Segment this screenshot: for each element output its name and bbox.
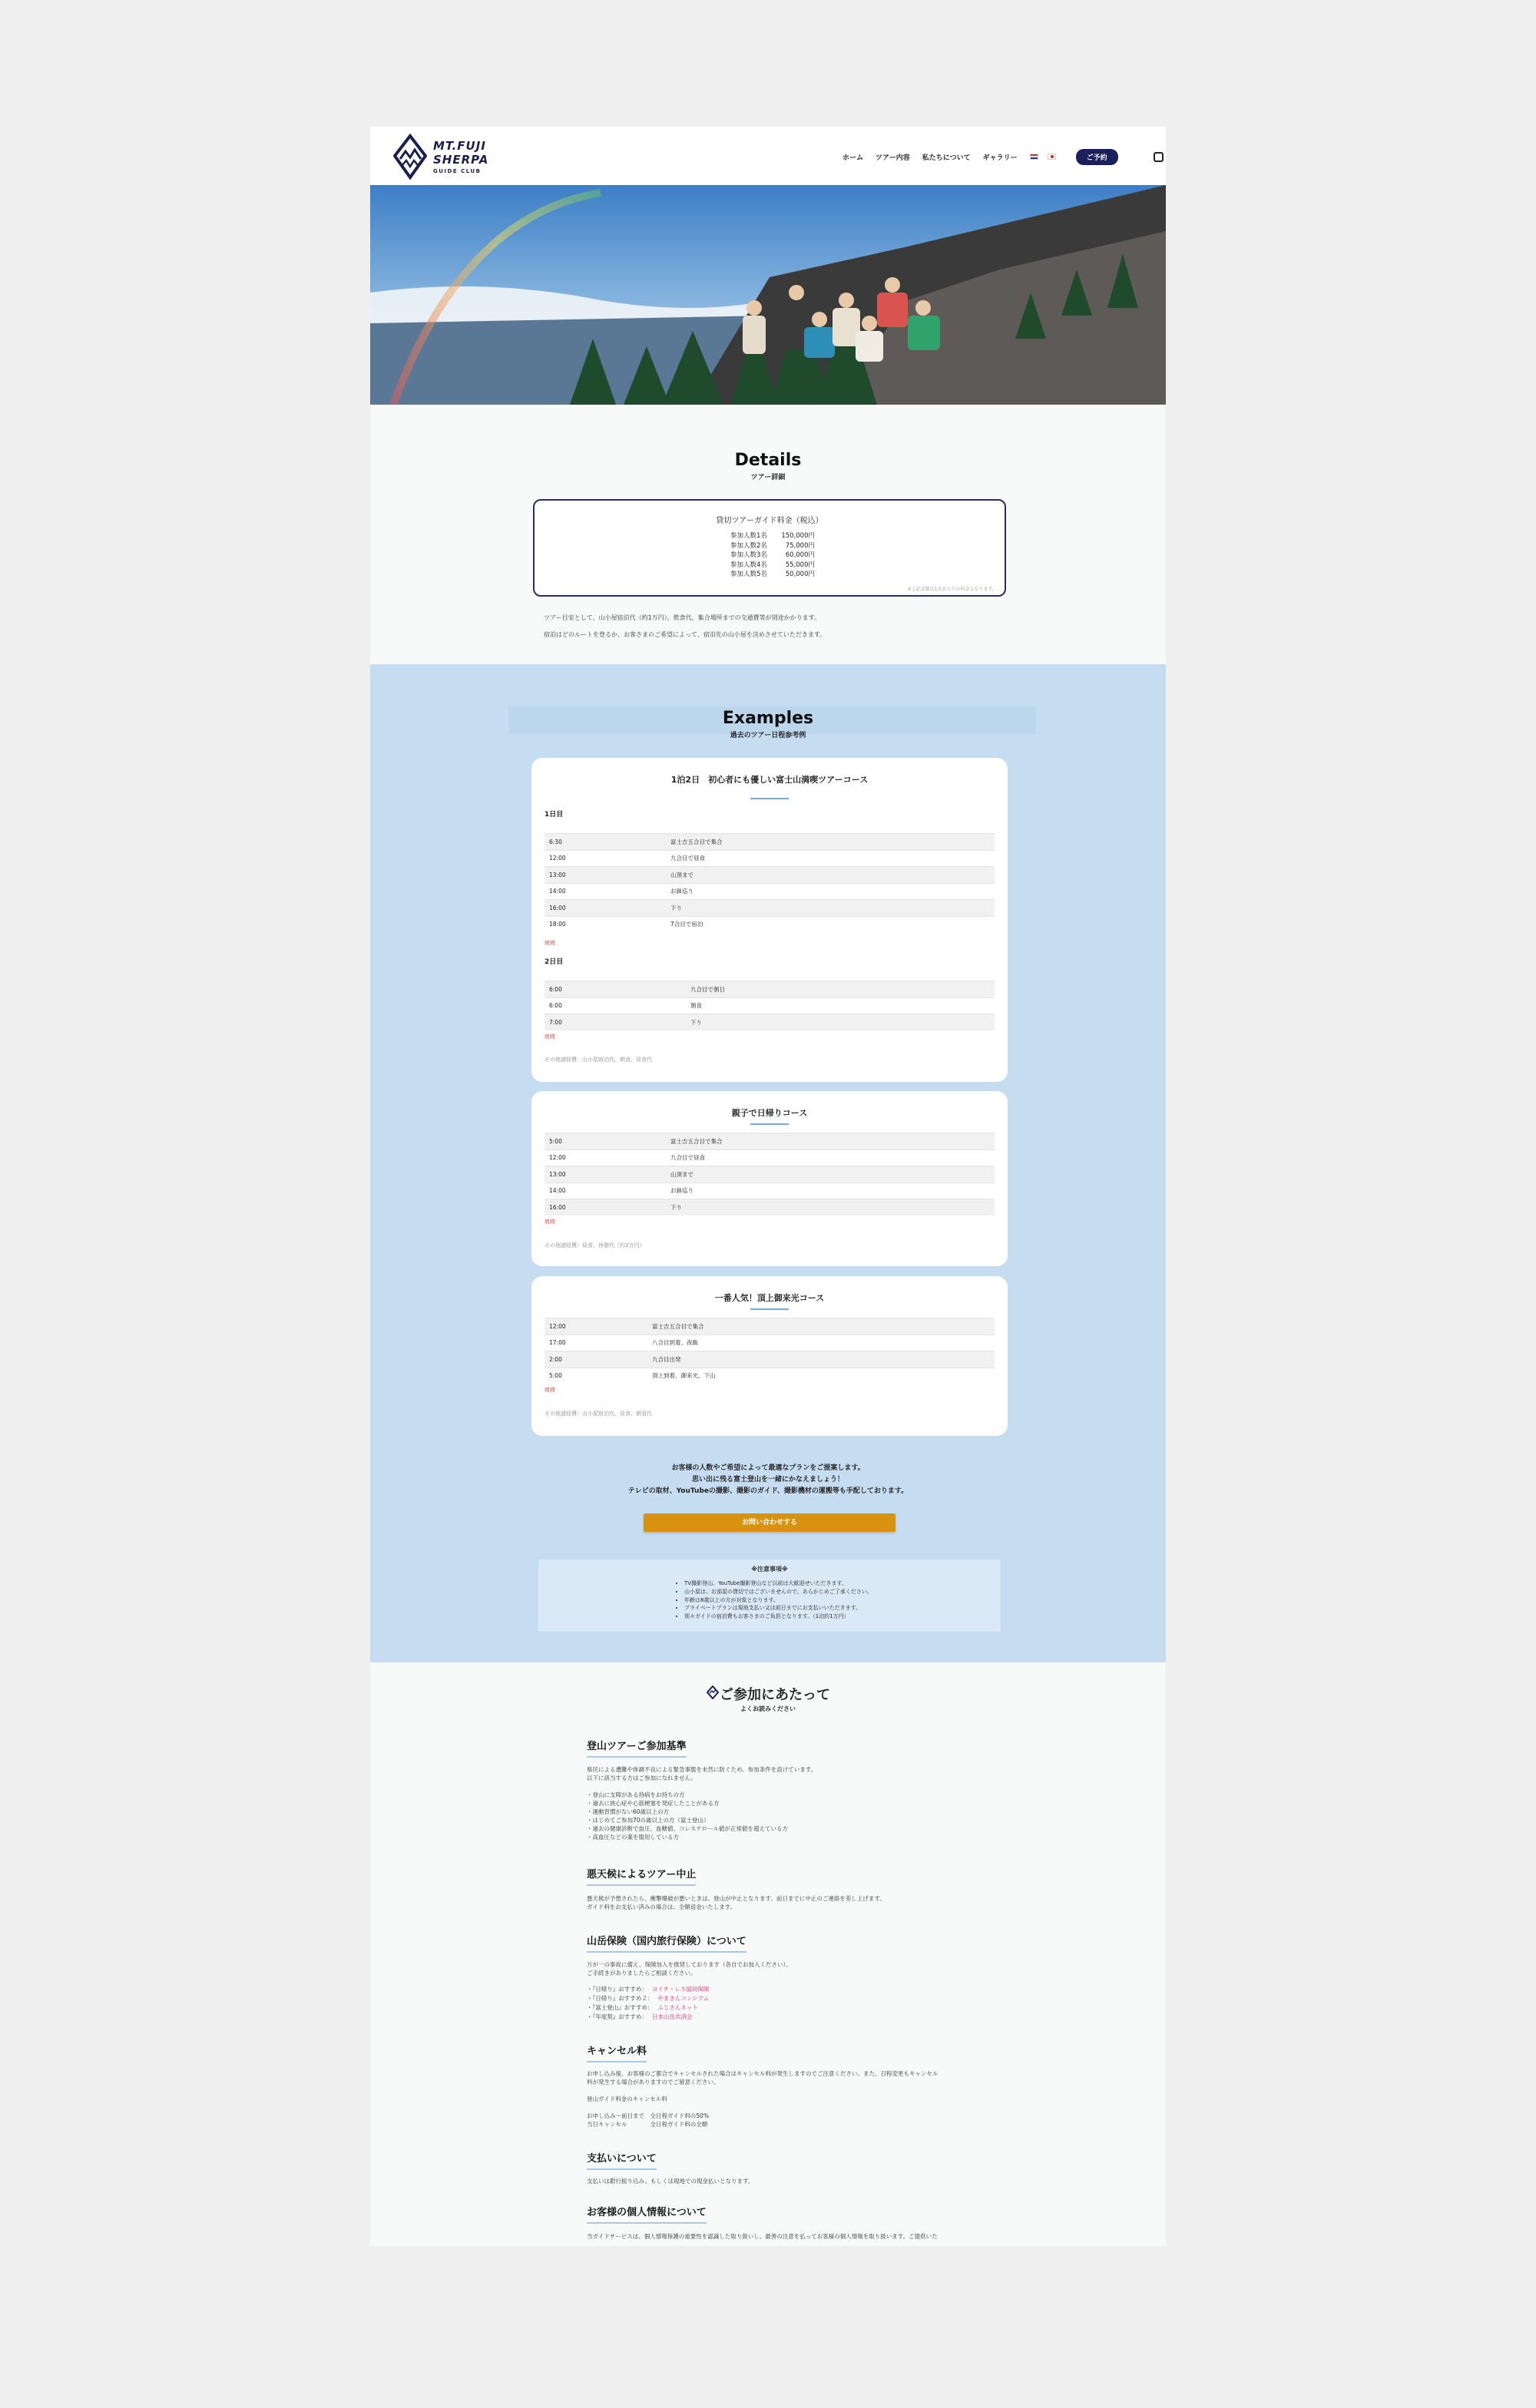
promo-line: テレビの取材、YouTubeの撮影、撮影のガイド、撮影機材の運搬等も手配しております。 — [627, 1487, 909, 1495]
contact-button[interactable]: お問い合わせする — [644, 1513, 895, 1532]
line-icon[interactable] — [1154, 152, 1164, 162]
table-row: 12:00 富士吉五合目で集合 — [545, 1318, 995, 1335]
cost-note: その他諸経費：昼食、休憩代（約2万円） — [545, 1242, 645, 1249]
course-underline — [750, 1123, 789, 1125]
table-row: 16:00 下り — [545, 899, 995, 916]
table-row: 13:00 山頂まで — [545, 866, 995, 883]
insurance-item: ・『日帰り』おすすめ２： やまきんコンシアム — [587, 1995, 710, 2002]
nav-gallery[interactable]: ギャラリー — [982, 154, 1018, 162]
schedule-table — [545, 1318, 995, 1384]
nav-tour[interactable]: ツアー内容 — [876, 154, 910, 162]
site-header — [370, 127, 1166, 185]
table-row: 16:00 下り — [545, 1199, 995, 1216]
course-title: 一番人気！頂上御来光コース — [714, 1293, 825, 1303]
table-row: 6:00 朝食 — [545, 997, 995, 1014]
insurance-link[interactable]: 日本山岳共済会 — [651, 2013, 693, 2020]
promo-line: お客様の人数やご希望によって最適なプランをご提案します。 — [671, 1464, 865, 1472]
insurance-link[interactable]: ふじさんネット — [657, 2004, 698, 2011]
section-heading: お客様の個人情報について — [587, 2204, 707, 2224]
main-nav — [842, 148, 1166, 165]
examples-title: Examples — [722, 709, 814, 728]
price-list — [730, 531, 815, 580]
schedule-table — [545, 1133, 995, 1216]
site-logo[interactable] — [393, 133, 501, 180]
logo-text-line3: GUIDE CLUB — [433, 168, 482, 174]
insurance-item: ・『日帰り』おすすめ： ヨイチ・レス協同保険 — [587, 1986, 710, 1993]
schedule-foot: 就寝 — [545, 940, 555, 946]
table-row: 17:00 八合目到着、夜飯 — [545, 1335, 995, 1351]
participation-subtitle: よくお読みください — [740, 1705, 796, 1712]
list-item: • 年齢は8歳以上の方が対象となります。 — [684, 1596, 872, 1605]
details-title: Details — [734, 451, 802, 470]
day-label: 1日目 — [545, 811, 564, 819]
table-row: 7:00 下り — [545, 1014, 995, 1030]
list-item: • プライベートプランは現地支払い又は前日までにお支払いいただきます。 — [684, 1604, 872, 1612]
table-row: 14:00 お鉢巡り — [545, 883, 995, 900]
section-body: 支払いは銀行振り込み、もしくは現地での現金払いとなります。 — [587, 2178, 754, 2185]
price-row: 参加人数2名 75,000円 — [730, 541, 815, 550]
english-flag-icon[interactable] — [1030, 154, 1038, 160]
page — [370, 127, 1166, 2246]
table-row: 5:00 頂上到着、御来光、下山 — [545, 1368, 995, 1384]
section-heading: キャンセル料 — [587, 2043, 647, 2062]
details-subtitle: ツアー詳細 — [750, 474, 786, 481]
schedule-foot: 就寝 — [545, 1034, 555, 1040]
price-row: 参加人数5名 50,000円 — [730, 571, 815, 578]
day-label: 2日目 — [545, 958, 564, 966]
participation-title: ご参加にあたって — [720, 1687, 830, 1703]
price-note: ※上記金額は1名あたりの料金となります。 — [907, 587, 997, 592]
price-row: 参加人数3名 60,000円 — [730, 551, 815, 559]
diamond-icon — [707, 1685, 719, 1699]
cost-note: その他諸経費：山小屋宿泊代、朝食、昼食代 — [545, 1057, 652, 1063]
insurance-link[interactable]: ヨイチ・レス協同保険 — [651, 1986, 710, 1993]
schedule-foot: 就寝 — [545, 1219, 555, 1225]
section-heading: 支払いについて — [587, 2150, 657, 2170]
table-row: 18:00 7合目で宿泊 — [545, 916, 995, 933]
logo-text-line2: SHERPA — [433, 153, 489, 167]
table-row: 12:00 九合目で昼食 — [545, 1149, 995, 1166]
logo-text-line1: MT.FUJI — [433, 139, 486, 153]
list-item: • TV撮影登山、YouTube撮影登山など以前は大歓迎せいただきます。 — [684, 1579, 872, 1588]
course-title: 親子で日帰りコース — [731, 1108, 808, 1118]
table-row: 12:00 九合目で昼食 — [545, 850, 995, 867]
insurance-item: ・『年度契』おすすめ： 日本山岳共済会 — [587, 2013, 693, 2020]
schedule-foot: 就寝 — [545, 1387, 555, 1393]
table-row: 5:00 富士吉五合目で集合 — [545, 1133, 995, 1149]
reserve-button[interactable]: ご予約 — [1076, 149, 1118, 165]
course-card-1 — [531, 758, 1008, 1082]
section-body: 当ガイドサービスは、個人情報保護の重要性を認識した取り扱いし、最善の注意を払ってお客様の個人情報を取り扱います。ご提供いた — [587, 2233, 938, 2240]
logo-mountain-icon — [393, 133, 427, 180]
course-title: 1泊2日 初心者にも優しい富士山満喫ツアーコース — [670, 775, 869, 785]
section-heading: 登山ツアーご参加基準 — [587, 1738, 687, 1758]
nav-home[interactable]: ホーム — [842, 154, 864, 162]
price-row: 参加人数1名 150,000円 — [730, 532, 815, 540]
price-row: 参加人数4名 55,000円 — [730, 561, 815, 569]
price-title: 貸切ツアーガイド料金（税込） — [716, 517, 823, 525]
notice-title: ※注意事項※ — [751, 1566, 788, 1573]
table-row: 6:00 九合目で朝日 — [545, 981, 995, 997]
course-underline — [750, 798, 789, 799]
schedule-table — [545, 981, 995, 1030]
hero-photo — [370, 185, 1166, 405]
language-switcher — [1030, 154, 1065, 160]
table-row: 14:00 お鉢巡り — [545, 1182, 995, 1199]
schedule-table — [545, 833, 995, 932]
table-row: 13:00 山頂まで — [545, 1166, 995, 1182]
table-row: 2:00 九合目出発 — [545, 1351, 995, 1368]
examples-section — [370, 664, 1166, 1662]
course-underline — [750, 1308, 789, 1310]
cost-note: その他諸経費：山小屋宿泊代、昼食、朝食代 — [545, 1411, 652, 1417]
course-card-2 — [531, 1091, 1008, 1266]
section-body: 県民による遭難や体調不良による緊急事態を未然に防ぐため、参加条件を設けています。 以下に該当する方はご参加になれません。 ・登山に支障がある持病をお持ちの方 ・過去に狭心症や心筋梗塞を発症したことがある方 ・運動習慣がない60歳以上の方 ・はじめてご参加70の歳以上の方（富士登山） ・過去の健康診断で血圧、血糖値、コレステロール値が正常値を超えている方 ・高血圧などの薬を服用している方 — [587, 1766, 817, 1841]
promo-text — [370, 1463, 1166, 1497]
list-item: • 別々ガイドの宿泊費もお客さまのご負担となります。（1泊約1万円） — [684, 1612, 872, 1621]
japan-flag-icon[interactable] — [1048, 154, 1056, 160]
promo-line: 思い出に残る富士登山を一緒にかなえましょう！ — [691, 1476, 844, 1484]
list-item: • 山小屋は、お部屋の貸切ではございませんので、あらかじめご了承ください。 — [684, 1588, 872, 1596]
table-row: 6:30 富士吉五合目で集合 — [545, 833, 995, 850]
section-heading: 悪天候によるツアー中止 — [587, 1866, 696, 1886]
section-body: 悪天候が予想されたら、衝撃爆破が悪いときは、登山が中止となります。前日までに中止のご連絡を差し上げます。 ガイド料をお支払い済みの場合は、全額返金いたします。 — [587, 1895, 886, 1910]
insurance-item: ・『富士登山』おすすめ： ふじさんネット — [587, 2004, 698, 2011]
nav-about[interactable]: 私たちについて — [922, 154, 971, 162]
course-card-3 — [531, 1276, 1008, 1436]
notice-list — [684, 1579, 872, 1621]
notice-box — [538, 1559, 1001, 1632]
section-body: お申し込み後、お客様のご都合でキャンセルされた場合はキャンセル料が発生しますのでご注意ください。また、日程変更もキャンセル 料が発生する場合がありますのでご留意ください。 登山ガイド料金のキャンセル料 お申し込み～前日まで 全日程ガイド料の50% 当日キャンセル 全日程ガイド料の全額 — [587, 2070, 938, 2128]
price-box — [533, 499, 1006, 597]
insurance-link[interactable]: やまきんコンシアム — [657, 1995, 710, 2002]
section-body: 万が一の事故に備え、保険加入を推奨しております（各自でお加入ください）。 ご手続きがありましたらご相談ください。 — [587, 1961, 792, 1976]
examples-subtitle: 過去のツアー日程参考例 — [730, 732, 806, 739]
section-heading: 山岳保険（国内旅行保険）について — [587, 1933, 746, 1953]
detail-note-cost: ツアー目安として、山小屋宿泊代（約1万円）、飲食代、集合場所までの交通費等が別途かかります。 — [544, 614, 821, 621]
detail-note-lodging: 宿泊はどのルートを登るか、お客さまのご希望によって、宿泊先の山小屋を決めさせていただきます。 — [544, 631, 826, 638]
